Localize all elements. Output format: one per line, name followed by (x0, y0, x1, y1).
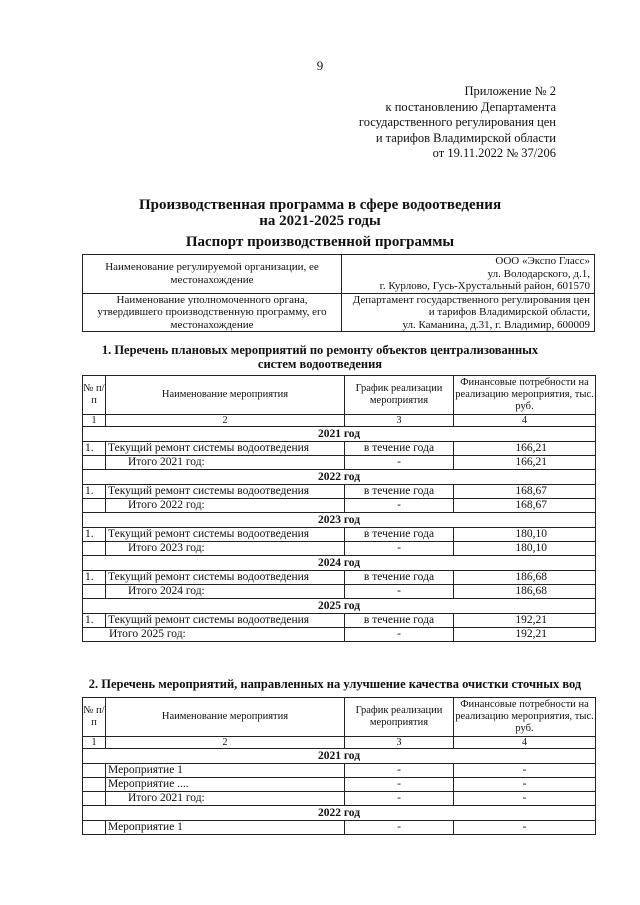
title-line-2: на 2021-2025 годы (259, 213, 381, 229)
page-number: 9 (316, 58, 324, 73)
year-row: 2025 год (83, 599, 596, 614)
passport-table (82, 254, 595, 332)
value-line: ООО «Экспо Гласс» (495, 255, 590, 267)
total-amount: - (454, 792, 596, 806)
total-row (83, 792, 596, 806)
column-number: 2 (106, 415, 345, 427)
measure-name: Текущий ремонт системы водоотведения (106, 571, 345, 585)
table-row (83, 821, 596, 835)
table-row (83, 778, 596, 792)
total-label: Итого 2024 год: (106, 585, 345, 599)
column-number-row (83, 737, 596, 749)
appendix-line: и тарифов Владимирской области (375, 130, 556, 145)
appendix-line: Приложение № 2 (464, 84, 556, 98)
schedule: - (345, 778, 454, 792)
repair-plan-table (82, 375, 596, 642)
total-amount: 192,21 (454, 628, 596, 642)
total-label: Итого 2021 год: (106, 456, 345, 470)
header-cell: № п/п (83, 376, 106, 415)
measure-name: Текущий ремонт системы водоотведения (106, 485, 345, 499)
title-line-1: Производственная программа в сфере водоотведения (138, 197, 502, 213)
table-row (83, 442, 596, 456)
appendix-line: к постановлению Департамента (385, 99, 556, 114)
total-schedule: - (345, 499, 454, 513)
measure-name: Мероприятие .... (106, 778, 345, 792)
total-row (83, 456, 596, 470)
passport-label: Наименование регулируемой организации, ее местонахождение (83, 255, 342, 294)
value-line: и тарифов Владимирской области, (428, 306, 590, 318)
header-cell: Наименование мероприятия (106, 376, 345, 415)
schedule: в течение года (345, 442, 454, 456)
amount: 186,68 (454, 571, 596, 585)
measure-name: Мероприятие 1 (106, 821, 345, 835)
measure-name: Мероприятие 1 (106, 764, 345, 778)
year-row: 2024 год (83, 556, 596, 571)
measure-name: Текущий ремонт системы водоотведения (106, 528, 345, 542)
total-row (83, 499, 596, 513)
total-schedule: - (345, 456, 454, 470)
table-header-row (83, 698, 596, 737)
amount: 168,67 (454, 485, 596, 499)
amount: - (454, 821, 596, 835)
measure-name: Текущий ремонт системы водоотведения (106, 614, 345, 628)
column-number-row (83, 415, 596, 427)
header-cell: Финансовые потребности на реализацию мероприятия, тыс. руб. (454, 698, 596, 737)
row-number: 1. (83, 571, 106, 585)
total-schedule: - (345, 585, 454, 599)
value-line: ул. Володарского, д.1, (487, 267, 590, 280)
total-row (83, 542, 596, 556)
total-label: Итого 2021 год: (106, 792, 345, 806)
column-number: 4 (454, 415, 596, 427)
amount: - (454, 764, 596, 778)
amount: 192,21 (454, 614, 596, 628)
row-number: 1. (83, 442, 106, 456)
row-number: 1. (83, 485, 106, 499)
year-row: 2022 год (83, 470, 596, 485)
value-line: ул. Каманина, д.31, г. Владимир, 600009 (402, 318, 590, 331)
heading-line: систем водоотведения (257, 357, 383, 371)
passport-label: Наименование уполномоченного органа, утвердившего производственную программу, его местонахождение (83, 293, 342, 332)
passport-value (342, 293, 595, 332)
total-schedule: - (345, 628, 454, 642)
year-row: 2021 год (83, 427, 596, 442)
page-title (0, 197, 640, 229)
total-schedule: - (345, 542, 454, 556)
table-row (83, 485, 596, 499)
column-number: 1 (83, 737, 106, 749)
header-cell: Наименование мероприятия (106, 698, 345, 737)
schedule: в течение года (345, 528, 454, 542)
column-number: 2 (106, 737, 345, 749)
total-row (83, 585, 596, 599)
total-amount: 168,67 (454, 499, 596, 513)
appendix-block (359, 84, 556, 162)
treatment-quality-table (82, 697, 596, 835)
year-row: 2021 год (83, 749, 596, 764)
column-number: 4 (454, 737, 596, 749)
table-row (83, 571, 596, 585)
value-line: Департамент государственного регулирования цен (352, 293, 590, 306)
table-row (83, 293, 595, 332)
table-header-row (83, 376, 596, 415)
header-cell: № п/п (83, 698, 106, 737)
header-cell: График реализации мероприятия (345, 698, 454, 737)
total-amount: 186,68 (454, 585, 596, 599)
appendix-line: государственного регулирования цен (358, 115, 556, 129)
column-number: 3 (345, 415, 454, 427)
schedule: - (345, 764, 454, 778)
column-number: 3 (345, 737, 454, 749)
table-row (83, 614, 596, 628)
total-amount: 180,10 (454, 542, 596, 556)
schedule: в течение года (345, 614, 454, 628)
total-schedule: - (345, 792, 454, 806)
table-row (83, 255, 595, 294)
section-1-heading (70, 343, 570, 371)
total-amount: 166,21 (454, 456, 596, 470)
schedule: в течение года (345, 485, 454, 499)
measure-name: Текущий ремонт системы водоотведения (106, 442, 345, 456)
total-label: Итого 2022 год: (106, 499, 345, 513)
amount: 180,10 (454, 528, 596, 542)
passport-value (342, 255, 595, 294)
row-number: 1. (83, 614, 106, 628)
schedule: - (345, 821, 454, 835)
column-number: 1 (83, 415, 106, 427)
total-label: Итого 2023 год: (106, 542, 345, 556)
total-label: Итого 2025 год: (83, 628, 345, 642)
header-cell: График реализации мероприятия (345, 376, 454, 415)
header-cell: Финансовые потребности на реализацию мероприятия, тыс. руб. (454, 376, 596, 415)
schedule: в течение года (345, 571, 454, 585)
year-row: 2023 год (83, 513, 596, 528)
total-row (83, 628, 596, 642)
passport-title: Паспорт производственной программы (185, 234, 455, 250)
table-row (83, 764, 596, 778)
table-row (83, 528, 596, 542)
row-number: 1. (83, 528, 106, 542)
heading-line: 1. Перечень плановых мероприятий по ремонту объектов централизованных (101, 343, 539, 357)
amount: - (454, 778, 596, 792)
amount: 166,21 (454, 442, 596, 456)
appendix-line: от 19.11.2022 № 37/206 (432, 146, 556, 160)
year-row: 2022 год (83, 806, 596, 821)
value-line: г. Курлово, Гусь-Хрустальный район, 601570 (379, 280, 590, 292)
section-2-heading: 2. Перечень мероприятий, направленных на улучшение качества очистки сточных вод (88, 677, 582, 691)
